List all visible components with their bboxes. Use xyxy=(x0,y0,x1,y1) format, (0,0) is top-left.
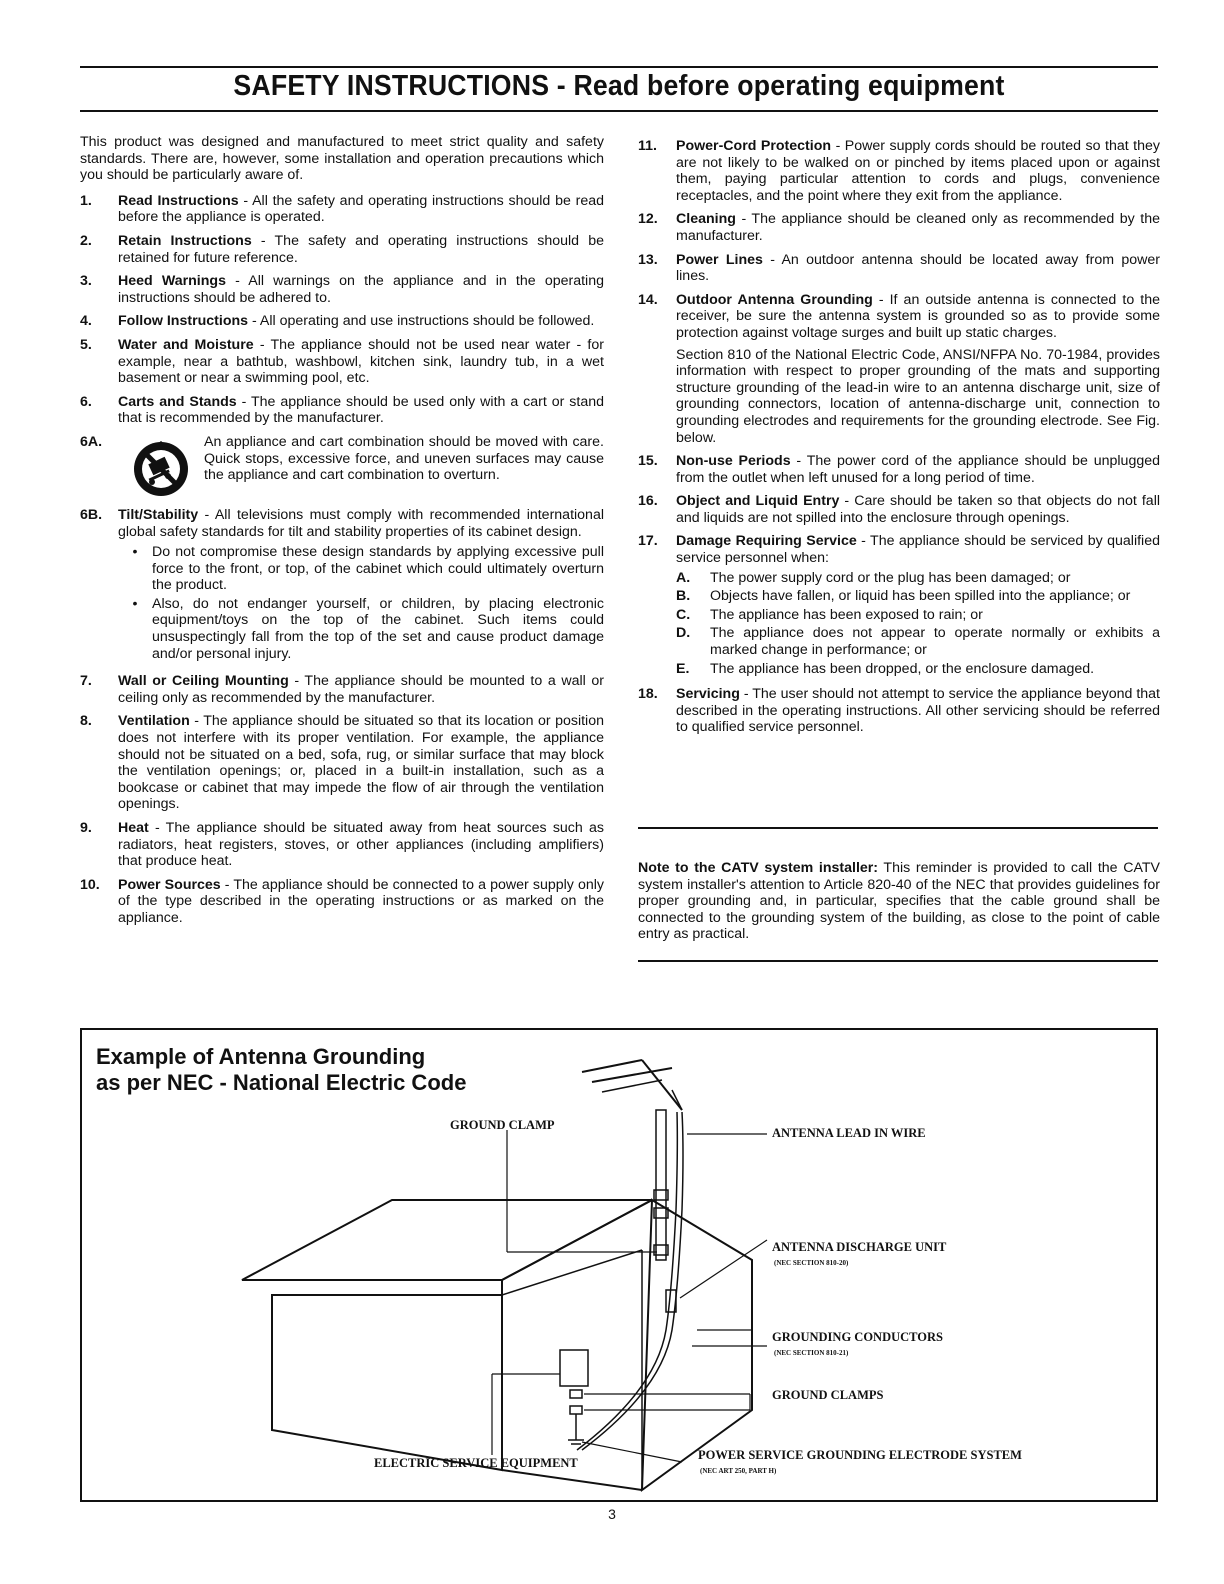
instruction-item xyxy=(80,273,604,306)
bullet-icon: • xyxy=(132,544,138,561)
item-text: - The appliance should be used only with a cart or stand that is recommended by the manufacturer. xyxy=(118,393,604,427)
instruction-item xyxy=(80,673,604,706)
item-text: - All televisions must comply with recommended international global safety standards for tilt and stability properties of its cabinet design. xyxy=(118,506,604,540)
item-title: Retain Instructions xyxy=(118,232,252,249)
label-electric-service: ELECTRIC SERVICE EQUIPMENT xyxy=(374,1456,578,1470)
item-title: Non-use Periods xyxy=(676,453,791,470)
item-text: - All warnings on the appliance and in the operating instructions should be adhered to. xyxy=(118,273,604,306)
instruction-list-2 xyxy=(80,673,604,926)
instruction-item xyxy=(80,337,604,387)
page-number: 3 xyxy=(608,1506,616,1522)
item-title: Tilt/Stability xyxy=(118,506,199,523)
instruction-item xyxy=(638,292,1160,342)
item-title: Servicing xyxy=(676,686,740,703)
item-text: - An outdoor antenna should be located away from power lines. xyxy=(676,251,1160,285)
item-number: 10. xyxy=(80,876,100,893)
item-number: 15. xyxy=(638,453,658,470)
left-column xyxy=(80,134,604,934)
bullet-item: • Also, do not endanger yourself, or children, by placing electronic equipment/toys on the top of the cabinet. Such items could unsuspectingly fall from the top of the set and cause product damage and/or personal injury. xyxy=(118,596,604,662)
note-text: This reminder is provided to call the CATV system installer's attention to Article 820-40 of the NEC that provides guidelines for proper grounding and, in particular, specifies that the cable ground shall be connected to the grounding system of the building, as close to the point of cable entry as practical. xyxy=(638,860,1161,943)
item-text: - The appliance should be connected to a power supply only of the type described in the operating instructions or as marked on the appliance. xyxy=(118,876,604,926)
label-power-sub: (NEC ART 250, PART H) xyxy=(700,1467,777,1475)
service-condition-item xyxy=(676,661,1160,678)
instruction-item xyxy=(638,138,1160,204)
title-rule xyxy=(80,110,1158,112)
instruction-item xyxy=(80,877,604,927)
item-title: Carts and Stands xyxy=(118,393,237,410)
label-antenna-lead: ANTENNA LEAD IN WIRE xyxy=(772,1126,926,1140)
label-power-service: POWER SERVICE GROUNDING ELECTRODE SYSTEM xyxy=(698,1448,1022,1462)
note-title: Note to the CATV system installer: xyxy=(638,860,879,876)
instruction-18 xyxy=(638,686,1160,736)
item-number: 1. xyxy=(80,192,92,209)
note-bottom-rule xyxy=(638,960,1158,962)
condition-letter: B. xyxy=(676,588,691,605)
item-number: 18. xyxy=(638,686,658,703)
item-17-sublist xyxy=(638,570,1160,680)
item-title: Water and Moisture xyxy=(118,336,254,353)
instruction-item xyxy=(638,493,1160,526)
instruction-list-1 xyxy=(80,193,604,427)
item-number: 4. xyxy=(80,313,92,330)
item-number: 14. xyxy=(638,291,658,308)
item-number: 13. xyxy=(638,251,658,268)
condition-letter: E. xyxy=(676,660,690,677)
item-number: 17. xyxy=(638,533,658,550)
item-text: - The power cord of the appliance should be unplugged from the outlet when left unused for a long period of time. xyxy=(676,453,1161,486)
item-number: 6. xyxy=(80,393,92,410)
item-number: 2. xyxy=(80,232,92,249)
item-text: - Care should be taken so that objects do not fall and liquids are not spilled into the enclosure through openings. xyxy=(676,493,1160,526)
item-text: - The appliance should be mounted to a wall or ceiling only as recommended by the manufacturer. xyxy=(118,673,604,706)
condition-text: The power supply cord or the plug has been damaged; or xyxy=(710,569,1071,586)
item-number: 7. xyxy=(80,673,92,690)
label-ground-clamp: GROUND CLAMP xyxy=(450,1118,555,1132)
condition-letter: D. xyxy=(676,625,691,642)
service-condition-item xyxy=(676,570,1160,587)
bullet-item: • Do not compromise these design standards by applying excessive pull force to the front, or top, of the cabinet which could ultimately overturn the product. xyxy=(118,544,604,594)
instruction-6a xyxy=(80,434,604,500)
label-discharge-sub: (NEC SECTION 810-20) xyxy=(774,1259,849,1267)
intro-paragraph: This product was designed and manufactured to meet strict quality and safety standards. There are, however, some installation and operation precautions which you should be particularly aware of. xyxy=(80,134,604,184)
item-number: 6B. xyxy=(80,506,103,523)
right-column xyxy=(638,138,1160,743)
item-text: - The safety and operating instructions should be retained for future reference. xyxy=(118,232,604,266)
label-ground-clamps: GROUND CLAMPS xyxy=(772,1388,884,1402)
diagram-title: Example of Antenna Grounding as per NEC - National Electric Code xyxy=(96,1044,467,1095)
instruction-6b xyxy=(80,507,604,666)
item-title: Power-Cord Protection xyxy=(676,138,832,154)
label-discharge-unit: ANTENNA DISCHARGE UNIT xyxy=(772,1240,947,1254)
instruction-item xyxy=(80,713,604,813)
condition-text: Objects have fallen, or liquid has been spilled into the appliance; or xyxy=(710,588,1131,605)
instruction-item xyxy=(638,453,1160,486)
item-title: Ventilation xyxy=(118,713,190,730)
bullet-icon: • xyxy=(132,595,138,612)
label-grounding-conductors: GROUNDING CONDUCTORS xyxy=(772,1330,943,1344)
item-text: - The appliance should be serviced by qualified service personnel when: xyxy=(676,533,1160,567)
item-number: 6A. xyxy=(80,433,103,450)
instruction-item xyxy=(80,820,604,870)
condition-letter: A. xyxy=(676,569,691,586)
item-number: 11. xyxy=(638,138,657,154)
item-number: 16. xyxy=(638,493,658,510)
item-text: - All the safety and operating instructions should be read before the appliance is operated. xyxy=(118,192,604,226)
item-title: Power Lines xyxy=(676,251,763,268)
antenna-grounding-diagram xyxy=(80,1028,1158,1502)
page-title: SAFETY INSTRUCTIONS - Read before operating equipment xyxy=(233,70,1005,102)
item-number: 5. xyxy=(80,336,92,353)
item-title: Follow Instructions xyxy=(118,313,249,330)
instruction-list-4 xyxy=(638,453,1160,567)
item-title: Damage Requiring Service xyxy=(676,533,857,550)
item-title: Read Instructions xyxy=(118,192,239,209)
label-grounding-sub: (NEC SECTION 810-21) xyxy=(774,1349,849,1357)
item-title: Heed Warnings xyxy=(118,273,226,290)
item-number: 8. xyxy=(80,713,92,730)
note-top-rule xyxy=(638,827,1158,829)
item-title: Cleaning xyxy=(676,211,736,228)
condition-text: The appliance has been dropped, or the enclosure damaged. xyxy=(710,660,1095,677)
instruction-item xyxy=(638,252,1160,285)
item-title: Object and Liquid Entry xyxy=(676,493,840,510)
item-number: 9. xyxy=(80,820,92,836)
item-text: - The appliance should be situated away from heat sources such as radiators, heat registers, stoves, or other appliances (including amplifiers) that produce heat. xyxy=(118,820,604,870)
item-text: An appliance and cart combination should be moved with care. Quick stops, excessive force, and uneven surfaces may cause the appliance and cart combination to overturn. xyxy=(204,433,604,484)
condition-text: The appliance does not appear to operate normally or exhibits a marked change in performance; or xyxy=(710,625,1160,659)
item-number: 12. xyxy=(638,211,658,228)
service-condition-item xyxy=(676,588,1160,605)
item-number: 3. xyxy=(80,273,92,290)
instruction-list-3 xyxy=(638,138,1160,342)
top-rule xyxy=(80,66,1158,68)
section-810-text: Section 810 of the National Electric Code, ANSI/NFPA No. 70-1984, provides information with respect to proper grounding of the mats and supporting structure grounding of the lead-in wire to an antenna discharge unit, size of grounding connectors, location of antenna-discharge unit, connection to grounding electrodes and requirements for the grounding electrode. See Fig. below. xyxy=(676,346,1160,446)
item-title: Wall or Ceiling Mounting xyxy=(118,673,289,690)
instruction-item xyxy=(80,394,604,427)
condition-text: The appliance has been exposed to rain; or xyxy=(710,606,983,623)
item-text: - The user should not attempt to service the appliance beyond that described in the operating instructions. All other servicing should be referred to qualified service personnel. xyxy=(676,686,1160,736)
item-text: - If an outside antenna is connected to the receiver, be sure the antenna system is grounded so as to provide some protection against voltage surges and built up static charges. xyxy=(676,291,1160,341)
instruction-item xyxy=(80,233,604,266)
item-title: Outdoor Antenna Grounding xyxy=(676,291,873,308)
item-text: - Power supply cords should be routed so that they are not likely to be walked on or pinched by items placed upon or against them, paying particular attention to cords and plugs, convenience receptacles, and the point where they exit from the appliance. xyxy=(676,138,1160,204)
item-text: - All operating and use instructions should be followed. xyxy=(248,313,595,330)
section-810-block xyxy=(638,347,1160,447)
condition-letter: C. xyxy=(676,606,691,623)
instruction-item xyxy=(638,533,1160,566)
instruction-item xyxy=(80,313,604,330)
cart-warning-icon xyxy=(118,434,204,500)
item-title: Heat xyxy=(118,820,149,836)
item-text: - The appliance should be cleaned only as recommended by the manufacturer. xyxy=(676,211,1160,244)
house-antenna-illustration xyxy=(82,1030,1156,1500)
service-condition-item xyxy=(676,625,1160,658)
item-title: Power Sources xyxy=(118,876,221,893)
service-condition-item xyxy=(676,607,1160,624)
catv-note xyxy=(638,860,1160,943)
item-text: - The appliance should not be used near water - for example, near a bathtub, washbowl, kitchen sink, laundry tub, in a wet basement or near a swimming pool, etc. xyxy=(118,336,604,387)
instruction-item xyxy=(80,193,604,226)
instruction-item xyxy=(638,211,1160,244)
item-text: - The appliance should be situated so that its location or position does not interfere with its proper ventilation. For example, the appliance should not be situated on a bed, sofa, rug, or similar surface that may block the ventilation openings; or, placed in a built-in installation, such as a bookcase or cabinet that may impede the flow of air through the ventilation openings. xyxy=(118,713,604,813)
